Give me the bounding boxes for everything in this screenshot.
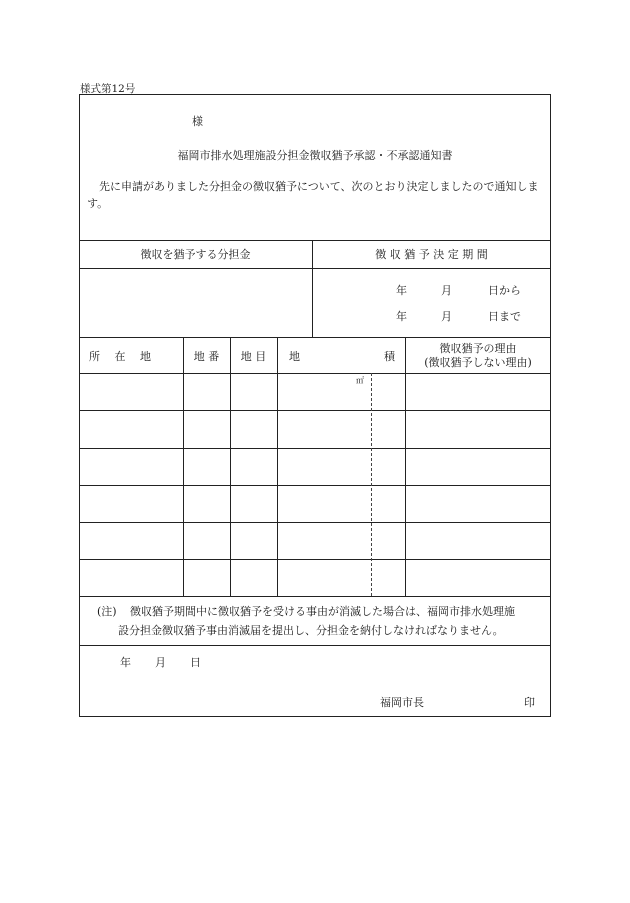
rule-table-header — [79, 373, 551, 374]
date-year: 年 — [120, 656, 131, 669]
col-divider-category — [277, 337, 278, 596]
area-header-left: 地 — [289, 350, 300, 363]
rule-row-4 — [79, 522, 551, 523]
period-from-day: 日から — [488, 284, 521, 297]
period-to-year: 年 — [396, 310, 407, 323]
area-unit: ㎡ — [356, 376, 364, 385]
rule-row-1 — [79, 410, 551, 411]
col-divider-area — [405, 337, 406, 596]
area-decimal-divider — [371, 373, 372, 596]
intro-text: 先に申請がありました分担金の徴収猶予について、次のとおり決定しましたので通知します。 — [87, 180, 539, 210]
note-line1: 徴収猶予期間中に徴収猶予を受ける事由が消滅した場合は、福岡市排水処理施 — [130, 605, 515, 618]
col-divider-lot — [230, 337, 231, 596]
rule-row-2 — [79, 448, 551, 449]
note-line2: 設分担金徴収猶予事由消滅届を提出し、分担金を納付しなければなりません。 — [118, 624, 504, 637]
form-number: 様式第12号 — [80, 83, 136, 95]
deferred-charge-header: 徴収を猶予する分担金 — [140, 248, 251, 261]
col-divider-location — [183, 337, 184, 596]
date-day: 日 — [190, 656, 201, 669]
addressee-suffix: 様 — [192, 115, 203, 128]
date-month: 月 — [155, 656, 166, 669]
land-category-header: 地 目 — [240, 350, 267, 363]
lot-number-header: 地 番 — [193, 350, 220, 363]
period-to-day: 日まで — [488, 310, 521, 323]
rule-row-3 — [79, 485, 551, 486]
note-label: (注) — [97, 605, 117, 618]
reason-header-alt: (徴収猶予しない理由) — [424, 356, 532, 369]
location-header: 所 在 地 — [89, 350, 151, 363]
rule-row-5 — [79, 559, 551, 560]
issuer-name: 福岡市長 — [380, 696, 424, 709]
seal-mark: 印 — [524, 696, 535, 709]
rule-table-bottom — [79, 596, 551, 597]
period-from-year: 年 — [396, 284, 407, 297]
document-title: 福岡市排水処理施設分担金徴収猶予承認・不承認通知書 — [177, 149, 453, 162]
rule-section1-header — [79, 268, 551, 269]
rule-note-bottom — [79, 645, 551, 646]
deferral-period-header: 徴 収 猶 予 決 定 期 間 — [375, 248, 488, 261]
area-header-right: 積 — [384, 350, 395, 363]
period-to-month: 月 — [441, 310, 452, 323]
rule-table-top — [79, 337, 551, 338]
period-from-month: 月 — [441, 284, 452, 297]
rule-section1-top — [79, 240, 551, 241]
reason-header: 徴収猶予の理由 — [439, 342, 517, 355]
